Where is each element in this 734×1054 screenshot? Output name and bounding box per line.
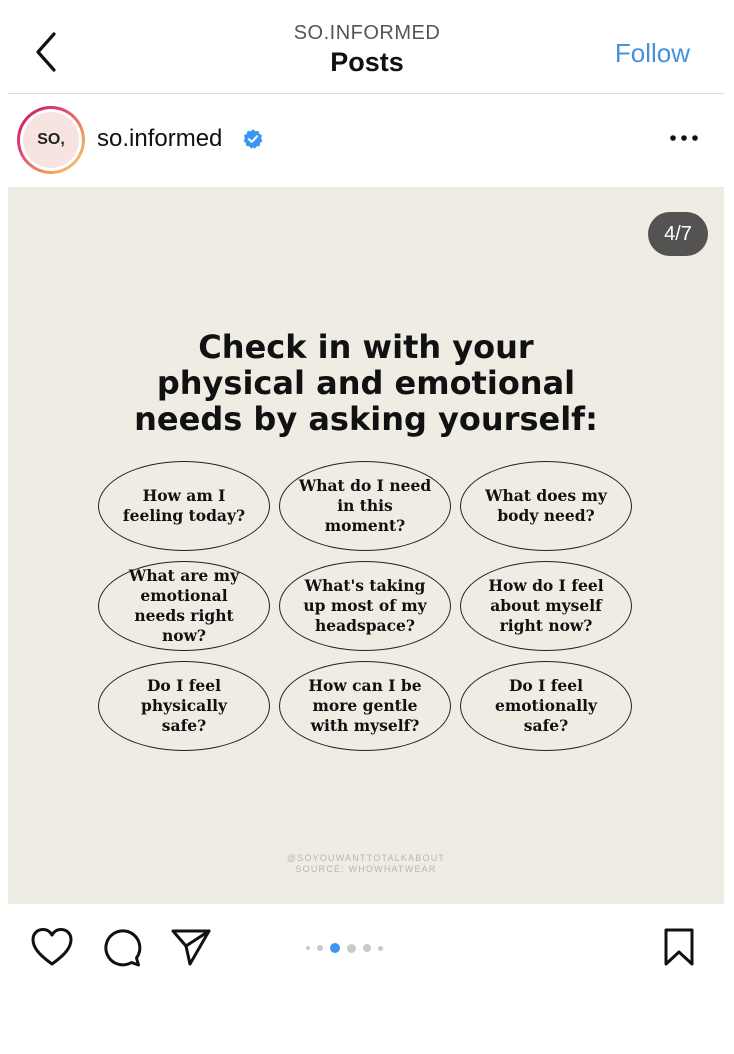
header-account-name: SO.INFORMED [293,22,441,44]
question-bubble: What does my body need? [460,461,632,551]
headline-line: Check in with your [198,328,534,366]
avatar-story-ring[interactable] [17,106,85,174]
carousel-dot [317,945,323,951]
save-button[interactable] [660,926,698,973]
follow-button[interactable]: Follow [614,38,690,68]
question-bubble: How can I be more gentle with myself? [279,661,451,751]
post-headline [8,329,724,437]
verified-badge-icon [242,128,264,150]
question-bubble: How do I feel about myself right now? [460,561,632,651]
bookmark-icon [660,926,698,968]
comment-button[interactable] [100,926,142,973]
question-bubble: Do I feel emotionally safe? [460,661,632,751]
heart-icon [30,926,74,968]
header-divider [8,93,724,94]
more-horizontal-icon [664,126,704,150]
headline-line: needs by asking yourself: [134,400,598,438]
carousel-dot-active [330,943,340,953]
carousel-dot [306,946,310,950]
post-watermark [8,853,724,875]
more-options-button[interactable] [664,126,704,150]
avatar-border [20,109,82,171]
question-bubble: What do I need in this moment? [279,461,451,551]
page-title: Posts [330,47,404,77]
send-icon [170,926,212,968]
question-bubble: What are my emotional needs right now? [98,561,270,651]
carousel-indicator [306,942,390,954]
carousel-dot [378,946,383,951]
username[interactable]: so.informed [97,125,223,152]
share-button[interactable] [170,926,212,973]
slide-counter-badge: 4/7 [648,212,708,256]
post-action-bar [0,904,734,994]
avatar: SO, [23,112,79,168]
post-author-row [0,100,734,180]
watermark-handle: @SOYOUWANTTOTALKABOUT [286,853,446,863]
question-bubble: Do I feel physically safe? [98,661,270,751]
post-image[interactable] [8,187,724,904]
question-bubble: How am I feeling today? [98,461,270,551]
watermark-source: SOURCE: WHOWHATWEAR [295,864,437,874]
top-nav-bar [0,0,734,93]
question-bubble: What's taking up most of my headspace? [279,561,451,651]
carousel-dot [347,944,356,953]
carousel-dot [363,944,371,952]
comment-icon [100,926,142,968]
like-button[interactable] [30,926,74,973]
headline-line: physical and emotional [156,364,576,402]
